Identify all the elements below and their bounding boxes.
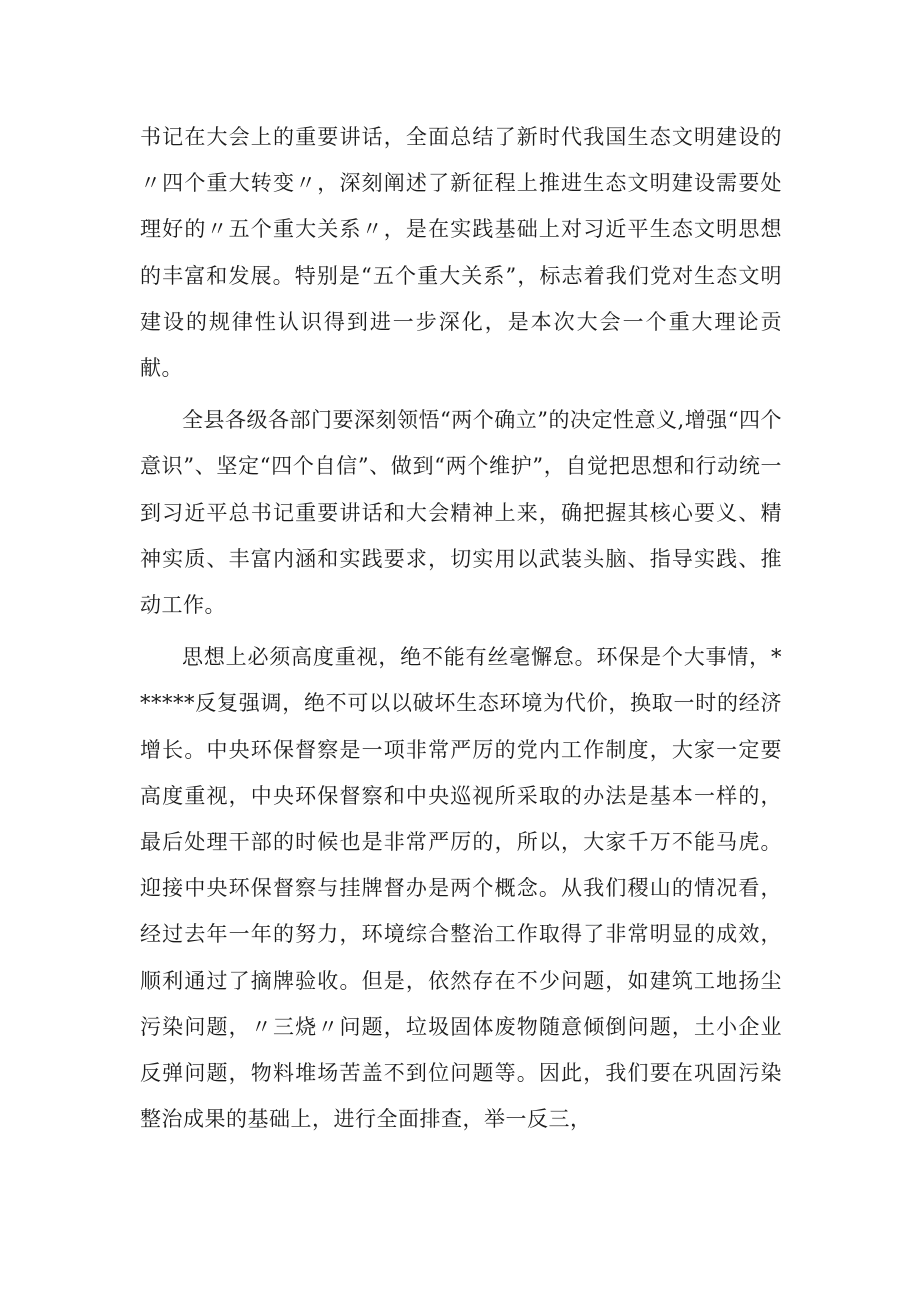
paragraph-speech-summary: 书记在大会上的重要讲话，全面总结了新时代我国生态文明建设的〃四个重大转变〃，深刻阐述了新征程上推进生态文明建设需要处理好的〃五个重大关系〃，是在实践基础上对习近平生态文明思想的丰富和发展。特别是“五个重大关系”，标志着我们党对生态文明建设的规律性认识得到进一步深化，是本次大会一个重大理论贡献。 — [140, 125, 782, 381]
document-page — [140, 114, 782, 1142]
paragraph-two-establishments: 全县各级各部门要深刻领悟“两个确立”的决定性意义,增强“四个意识”、坚定“四个自信”、做到“两个维护”，自觉把思想和行动统一到习近平总书记重要讲话和大会精神上来，确把握其核心要义、精神实质、丰富内涵和实践要求，切实用以武装头脑、指导实践、推动工作。 — [140, 408, 782, 618]
paragraph-environmental-inspection: 思想上必须高度重视，绝不能有丝毫懈怠。环保是个大事情，******反复强调，绝不可以以破坏生态环境为代价，换取一时的经济增长。中央环保督察是一项非常严厉的党内工作制度，大家一定要高度重视，中央环保督察和中央巡视所采取的办法是基本一样的，最后处理干部的时候也是非常严厉的，所以，大家千万不能马虎。迎接中央环保督察与挂牌督办是两个概念。从我们稷山的情况看，经过去年一年的努力，环境综合整治工作取得了非常明显的成效，顺利通过了摘牌验收。但是，依然存在不少问题，如建筑工地扬尘污染问题，〃三烧〃问题，垃圾固体废物随意倾倒问题，土小企业反弹问题，物料堆场苦盖不到位问题等。因此，我们要在巩固污染整治成果的基础上，进行全面排查，举一反三， — [140, 645, 782, 1132]
